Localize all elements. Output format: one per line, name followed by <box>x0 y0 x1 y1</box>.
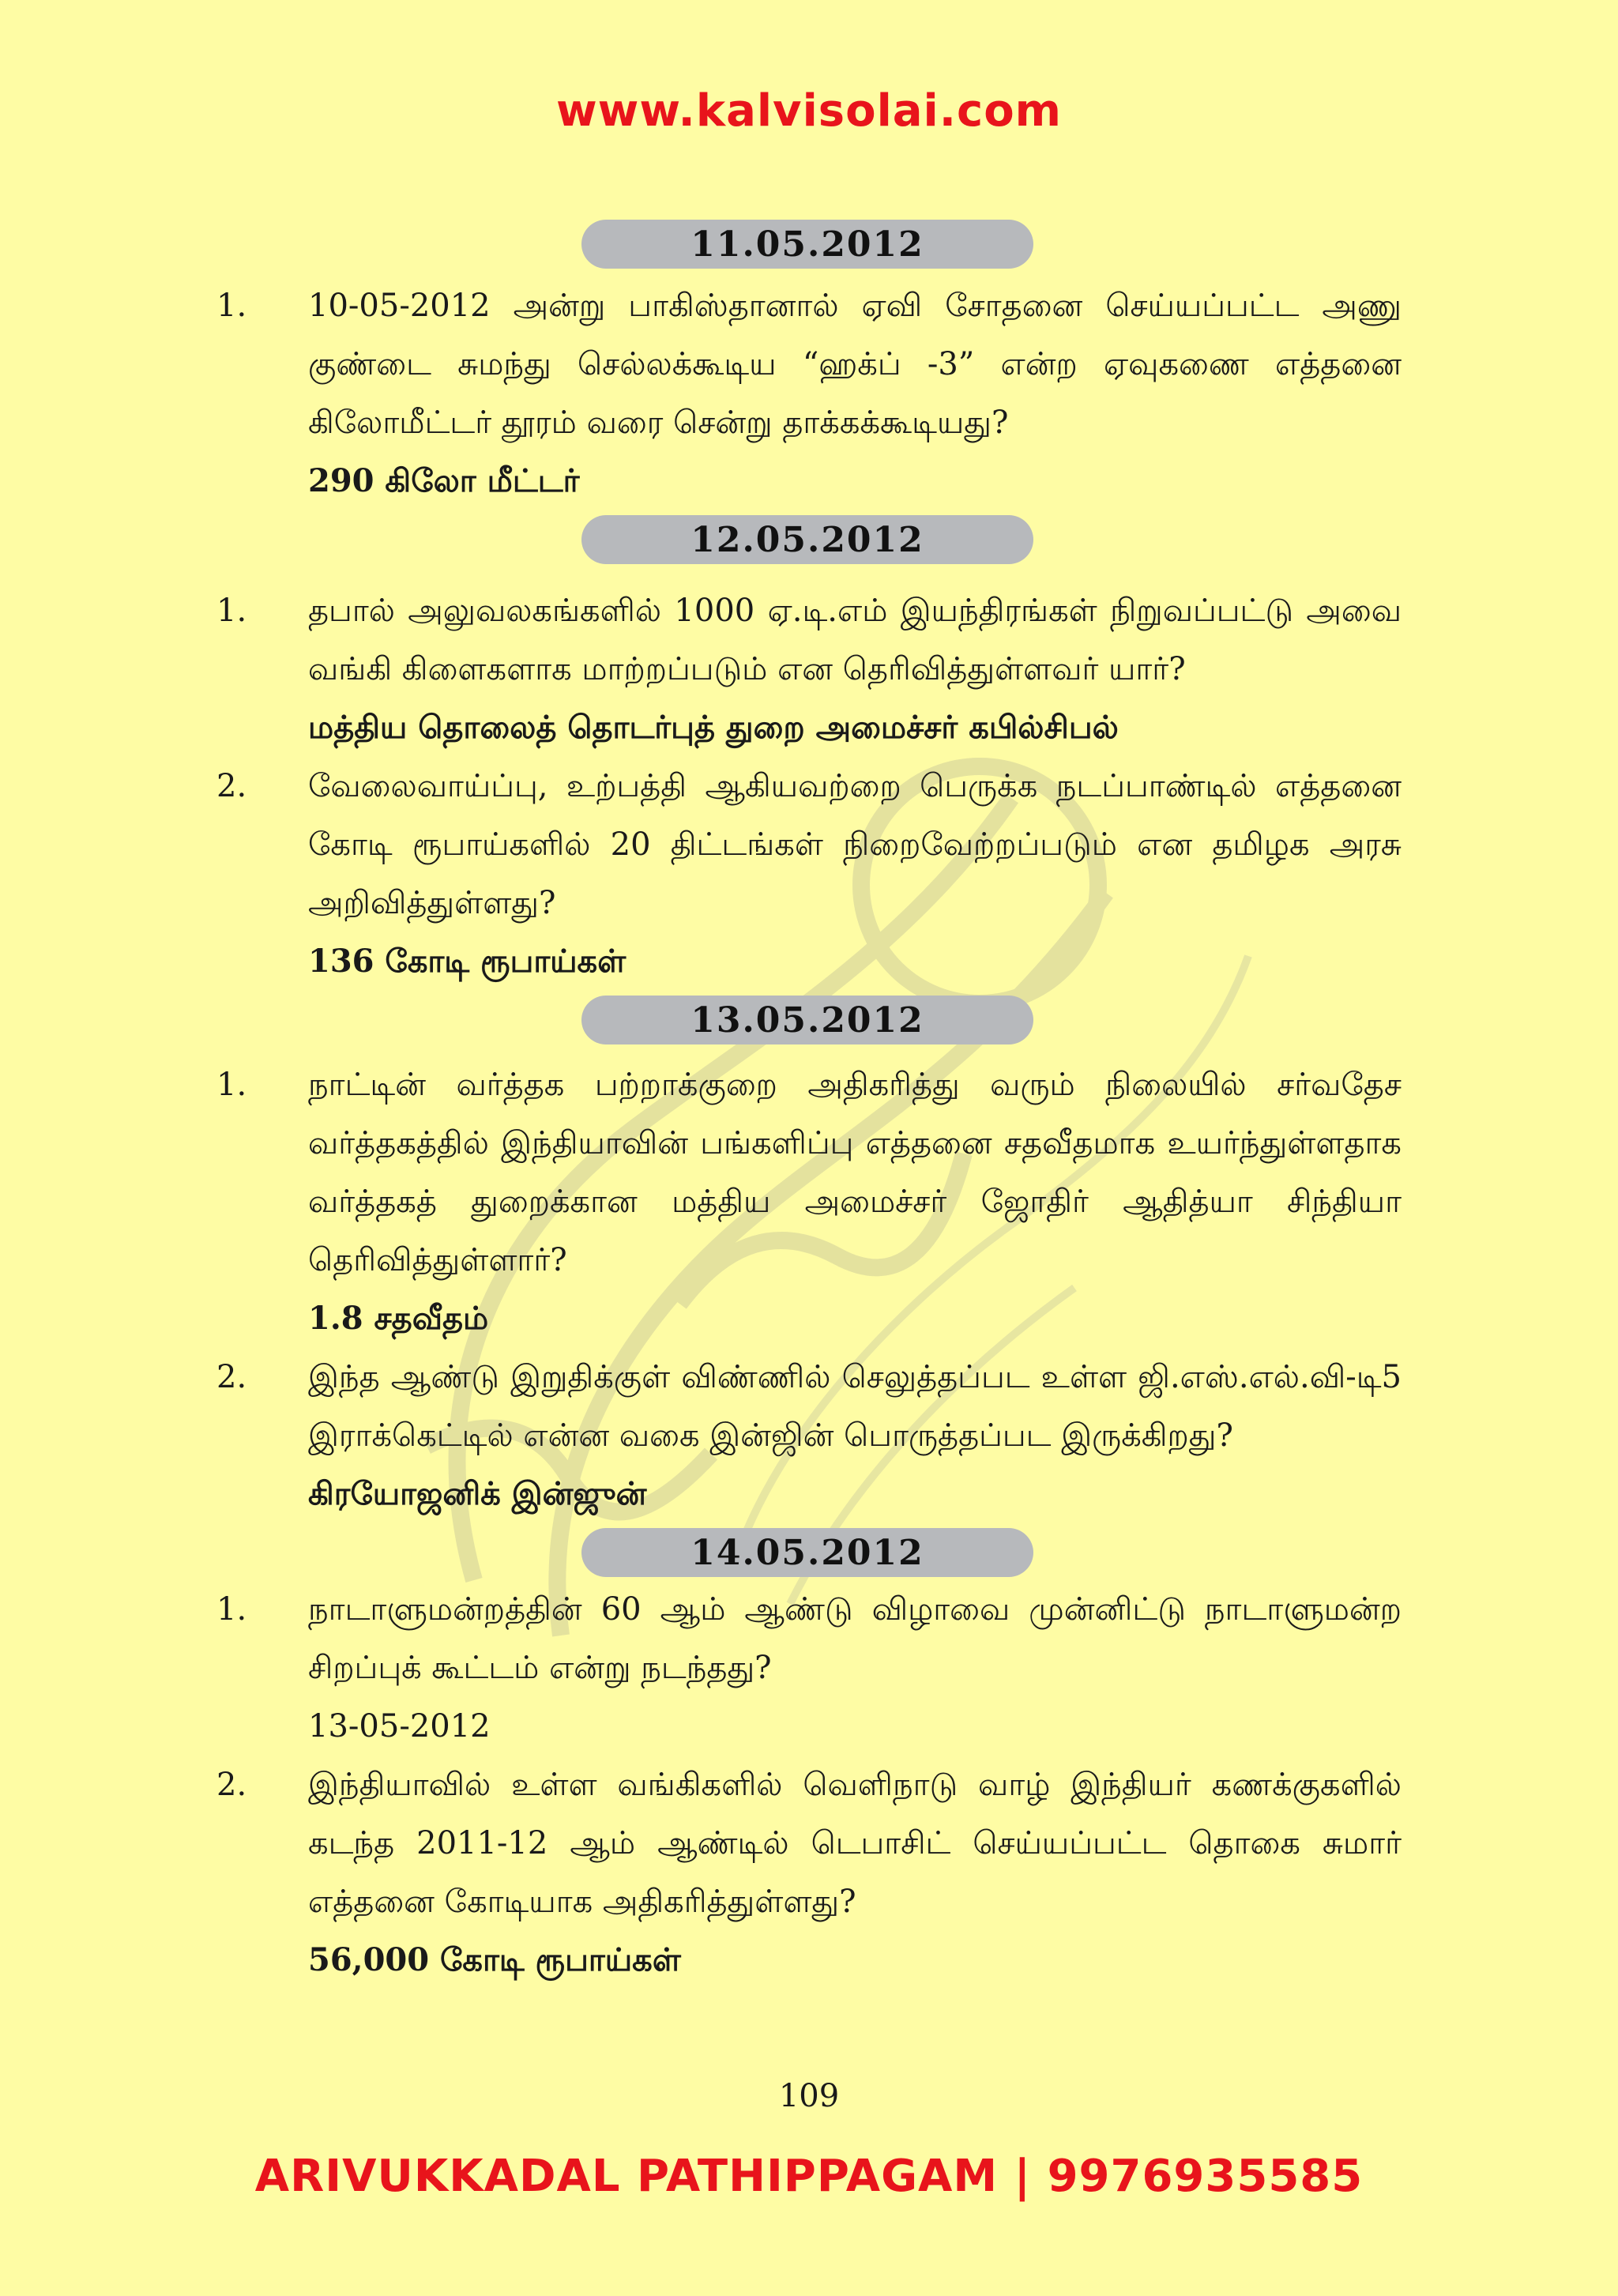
question-text: இந்த ஆண்டு இறுதிக்குள் விண்ணில் செலுத்தப்பட உள்ள ஜி.எஸ்.எல்.வி-டி5 இராக்கெட்டில் என்ன வகை இன்ஜின் பொருத்தப்பட இருக்கிறது? <box>308 1359 1402 1454</box>
answer-text: 136 கோடி ரூபாய்கள் <box>308 943 627 980</box>
question-text: நாடாளுமன்றத்தின் 60 ஆம் ஆண்டு விழாவை முன்னிட்டு நாடாளுமன்ற சிறப்புக் கூட்டம் என்று நடந்தது? <box>308 1591 1402 1686</box>
question-text: நாட்டின் வர்த்தக பற்றாக்குறை அதிகரித்து வரும் நிலையில் சர்வதேச வர்த்தகத்தில் இந்தியாவின் பங்களிப்பு எத்தனை சதவீதமாக உயர்ந்துள்ளதாக வர்த்தகத் துறைக்கான மத்திய அமைச்சர் ஜோதிர் ஆதித்யா சிந்தியா தெரிவித்துள்ளார்? <box>308 1067 1402 1278</box>
date-header: 11.05.2012 <box>581 220 1033 269</box>
question-number: 2. <box>216 1767 247 1803</box>
answer-text: 13-05-2012 <box>308 1708 491 1745</box>
answer-text: 1.8 சதவீதம் <box>308 1300 489 1337</box>
question-number: 2. <box>216 1359 247 1395</box>
question-item <box>216 757 1402 991</box>
date-header: 12.05.2012 <box>581 515 1033 564</box>
question-text: 10-05-2012 அன்று பாகிஸ்தானால் ஏவி சோதனை செய்யப்பட்ட அணு குண்டை சுமந்து செல்லக்கூடிய “ஹக்ப் -3” என்ற ஏவுகணை எத்தனை கிலோமீட்டர் தூரம் வரை சென்று தாக்கக்கூடியது? <box>308 288 1402 441</box>
question-number: 1. <box>216 593 247 629</box>
question-item <box>216 277 1402 510</box>
section-11-05-2012 <box>0 220 1618 510</box>
question-number: 1. <box>216 1067 247 1103</box>
question-number: 1. <box>216 1591 247 1628</box>
question-text: வேலைவாய்ப்பு, உற்பத்தி ஆகியவற்றை பெருக்க நடப்பாண்டில் எத்தனை கோடி ரூபாய்களில் 20 திட்டங்கள் நிறைவேற்றப்படும் என தமிழக அரசு அறிவித்துள்ளது? <box>308 768 1402 921</box>
page-number: 109 <box>778 2078 840 2114</box>
date-header: 14.05.2012 <box>581 1528 1033 1577</box>
section-13-05-2012 <box>0 996 1618 1523</box>
section-14-05-2012 <box>0 1528 1618 1989</box>
question-text: இந்தியாவில் உள்ள வங்கிகளில் வெளிநாடு வாழ் இந்தியர் கணக்குகளில் கடந்த 2011-12 ஆம் ஆண்டில் டெபாசிட் செய்யப்பட்ட தொகை சுமார் எத்தனை கோடியாக அதிகரித்துள்ளது? <box>308 1767 1402 1920</box>
answer-text: மத்திய தொலைத் தொடர்புத் துறை அமைச்சர் கபில்சிபல் <box>308 709 1119 746</box>
questions-content <box>0 220 1618 1994</box>
question-number: 1. <box>216 288 247 324</box>
question-item <box>216 1580 1402 1756</box>
question-number: 2. <box>216 768 247 804</box>
site-url[interactable]: www.kalvisolai.com <box>555 85 1063 137</box>
answer-text: கிரயோஜனிக் இன்ஜுன் <box>308 1475 647 1512</box>
answer-text: 290 கிலோ மீட்டர் <box>308 462 580 499</box>
answer-text: 56,000 கோடி ரூபாய்கள் <box>308 1941 681 1978</box>
section-12-05-2012 <box>0 515 1618 991</box>
question-text: தபால் அலுவலகங்களில் 1000 ஏ.டி.எம் இயந்திரங்கள் நிறுவப்பட்டு அவை வங்கி கிளைகளாக மாற்றப்படும் என தெரிவித்துள்ளவர் யார்? <box>308 593 1402 687</box>
question-item <box>216 582 1402 757</box>
question-item <box>216 1056 1402 1348</box>
publisher-footer: ARIVUKKADAL PATHIPPAGAM | 9976935585 <box>254 2151 1364 2202</box>
question-item <box>216 1348 1402 1523</box>
date-header: 13.05.2012 <box>581 996 1033 1044</box>
question-item <box>216 1756 1402 1989</box>
